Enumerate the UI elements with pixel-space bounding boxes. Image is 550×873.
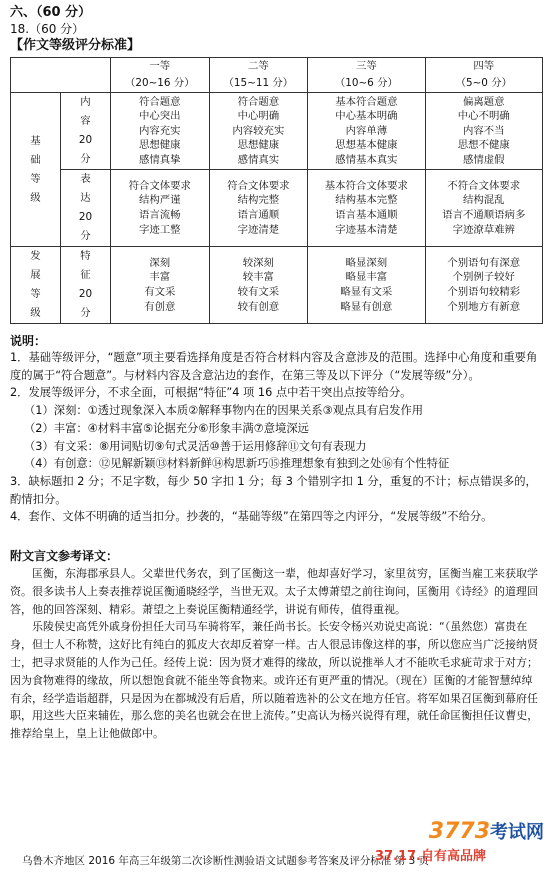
section-heading: 六、（60 分）: [10, 5, 92, 20]
content-grade-4: 偏离题意 中心不明确 内容不当 思想不健康 感情虚假: [425, 93, 542, 170]
table-title: 【作文等级评分标准】: [10, 38, 141, 53]
page-footer: 乌鲁木齐地区 2016 年高三年级第二次诊断性测验语文试题参考答案及评分标准 第 3 页: [22, 855, 430, 867]
note-2-item-1: （1）深刻：①透过现象深入本质②解释事物内在的因果关系③观点具有启发作用: [24, 404, 424, 418]
feature-grade-3: 略显深刻 略显丰富 略显有文采 略显有创意: [308, 247, 425, 324]
feature-grade-2: 较深刻 较丰富 较有文采 较有创意: [209, 247, 308, 324]
expression-grade-2: 符合文体要求 结构完整 语言通顺 字迹清楚: [209, 170, 308, 247]
note-3: 3．缺标题扣 2 分；不足字数，每少 50 字扣 1 分；每 3 个错别字扣 1 分，重复的不计；标点错误多的，酌情扣分。: [10, 474, 537, 506]
watermark-slogan: 37.17.自有高品牌: [374, 849, 486, 864]
expression-label: 表 达 20 分: [61, 170, 111, 247]
expression-grade-4: 不符合文体要求 结构混乱 语言不通顺语病多 字迹潦草难辨: [425, 170, 542, 247]
note-4: 4．套作、文体不明确的适当扣分。抄袭的，“基础等级”在第四等之内评分，“发展等级”不给分。: [10, 510, 493, 524]
expression-grade-1: 符合文体要求 结构严谨 语言流畅 字迹工整: [111, 170, 210, 247]
table-header-row: [11, 58, 543, 93]
content-row: [11, 93, 543, 170]
content-grade-3: 基本符合题意 中心基本明确 内容单薄 思想基本健康 感情基本真实: [308, 93, 425, 170]
grade-header-3: 三等 （10~6 分）: [308, 58, 425, 93]
basic-level-label: 基 础 等 级: [11, 93, 61, 247]
grade-header-4: 四等 （5~0 分）: [425, 58, 542, 93]
development-level-label: 发 展 等 级: [11, 247, 61, 324]
grade-header-1: 一等 （20~16 分）: [111, 58, 210, 93]
content-grade-2: 符合题意 中心明确 内容较充实 思想健康 感情真实: [209, 93, 308, 170]
note-2: 2．发展等级评分，不求全面，可根据“特征”4 项 16 点中若干突出点按等给分。: [10, 386, 412, 400]
note-2-item-4: （4）有创意：⑫见解新颖⑬材料新鲜⑭构思新巧⑮推理想象有独到之处⑯有个性特征: [24, 457, 450, 471]
expression-grade-3: 基本符合文体要求 结构基本完整 语言基本通顺 字迹基本清楚: [308, 170, 425, 247]
translation-title: 附文言文参考译文：: [10, 549, 119, 564]
feature-label: 特 征 20 分: [61, 247, 111, 324]
content-label: 内 容 20 分: [61, 93, 111, 170]
translation-paragraph-1: 匡衡，东海郡承县人。父辈世代务农，到了匡衡这一辈，他却喜好学习，家里贫穷，匡衡当雇工来获取学资。很多读书人上奏表推荐说匡衡通晓经学，当世无双。太子太傅萧望之前往询问，匡衡用《诗经》的道理回答，他的回答深刻、精彩。萧望之上奏说匡衡精通经学，讲说有师传，值得重视。: [10, 567, 538, 616]
grade-header-2: 二等 （15~11 分）: [209, 58, 308, 93]
note-2-item-3: （3）有文采：⑧用词贴切⑨句式灵活⑩善于运用修辞⑪文句有表现力: [24, 439, 367, 453]
feature-grade-1: 深刻 丰富 有文采 有创意: [111, 247, 210, 324]
translation-paragraph-2: 乐陵侯史高凭外戚身份担任大司马车骑将军，兼任尚书长。长安令杨兴劝说史高说：“（虽然您）富贵在身，但士人不称赞，这好比有纯白的狐皮大衣却反着穿一样。古人很忌讳像这样的事，所以您应当广泛接纳贤士，把寻求贤能的人作为己任。经传上说：因为贤才难得的缘故，所以说推举人才不能吹毛求疵苛求于对方；因为食物难得的缘故，所以想饱食就不能坐等食物来。或许还有更严重的情况。（现在）匡衡的才能智慧绰绰有余，经学造诣超群，只是因为在都城没有后盾，所以随着选补的公文在地方任官。将军如果召匡衡到幕府任职，用这些大臣来辅佐，那么您的美名也就会在世上流传。”史高认为杨兴说得有理，就任命匡衡担任议曹史，推荐给皇上，皇上让他做郎中。: [10, 620, 539, 741]
question-number: 18.（60 分）: [10, 22, 85, 36]
expression-row: [11, 170, 543, 247]
feature-grade-4: 个别语句有深意 个别例子较好 个别语句较精彩 个别地方有新意: [425, 247, 542, 324]
note-2-item-2: （2）丰富：④材料丰富⑤论据充分⑥形象丰满⑦意境深远: [24, 421, 309, 435]
notes-title: 说明：: [10, 334, 47, 348]
content-grade-1: 符合题意 中心突出 内容充实 思想健康 感情真挚: [111, 93, 210, 170]
watermark-logo: 3773考试网: [428, 819, 544, 844]
note-1: 1．基础等级评分，“题意”项主要看选择角度是否符合材料内容及含意涉及的范围。选择中心角度和重要角度的属于“符合题意”。与材料内容及含意沾边的套作，在第三等及以下评分（“发展等级”分）。: [10, 351, 538, 382]
feature-row: [11, 247, 543, 324]
grading-table: [10, 57, 543, 324]
header-empty-cell: [11, 58, 111, 93]
